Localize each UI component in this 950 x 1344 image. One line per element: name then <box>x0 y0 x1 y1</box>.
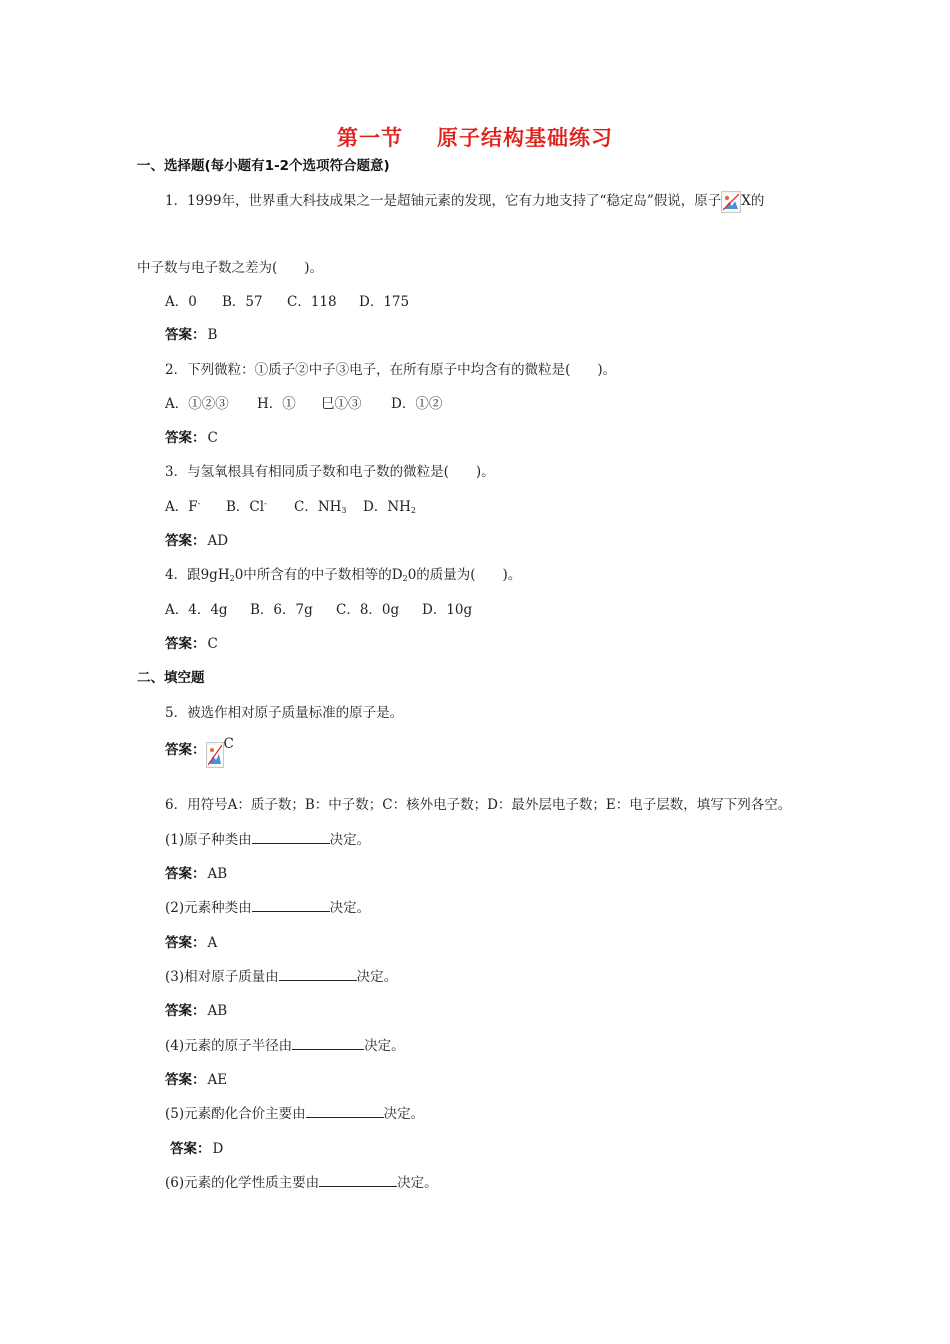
answer-blank[interactable] <box>279 968 357 981</box>
question-4: 4．跟$9gH_20$中所含有的中子数相等的$D_20$的质量为( )。 <box>165 567 522 583</box>
question-5: 5．被选作相对原子质量标准的原子是。 <box>165 705 404 721</box>
answer-1 <box>165 323 217 343</box>
answer-blank[interactable] <box>252 831 330 844</box>
question-6-part-1: (1)原子种类由 决定。 <box>165 832 371 848</box>
answer-label: 答案： <box>165 866 206 882</box>
option-b: B．6．7g <box>250 602 313 618</box>
answer-blank[interactable] <box>252 899 330 912</box>
question-3-options <box>165 495 416 515</box>
title-section: 第一节 <box>337 125 403 150</box>
question-1-options <box>165 290 409 310</box>
question-1-text: 1．1999年，世界重大科技成果之一是超铀元素的发现，它有力地支持了“稳定岛”假说，原子 <box>165 193 722 209</box>
answer-label: 答案： <box>165 327 206 343</box>
answer-6-2 <box>165 931 217 951</box>
option-a: A．0 <box>165 294 197 310</box>
option-c: C．118 <box>287 294 337 310</box>
section-heading-choice: 一、选择题(每小题有1-2个选项符合题意) <box>137 158 390 174</box>
answer-6-3 <box>165 999 227 1019</box>
answer-value: B <box>207 327 218 343</box>
option-d: D．$NH_2$ <box>363 499 417 515</box>
question-1-text-end: X的 <box>741 193 765 209</box>
answer-value: A <box>207 935 218 951</box>
answer-value: C <box>207 636 218 652</box>
answer-label: 答案： <box>165 742 206 758</box>
answer-label: 答案： <box>170 1141 211 1157</box>
answer-6-4 <box>165 1068 227 1088</box>
question-6-part-4: (4)元素的原子半径由 决定。 <box>165 1038 405 1054</box>
question-6: 6．用符号A：质子数；B：中子数；C：核外电子数；D：最外层电子数；E：电子层数，填写下列各空。 <box>165 797 792 813</box>
question-6-part-5: (5)元素酌化合价主要由 决定。 <box>165 1106 425 1122</box>
option-b: B．57 <box>222 294 263 310</box>
answer-value: AB <box>207 866 228 882</box>
answer-value: AE <box>207 1072 228 1088</box>
option-c: C．8．0g <box>336 602 400 618</box>
answer-4 <box>165 632 218 652</box>
option-c: 巳①③ <box>321 396 362 412</box>
answer-label: 答案： <box>165 1003 206 1019</box>
question-1-cont: 中子数与电子数之差为( )。 <box>137 260 324 276</box>
question-6-part-3: (3)相对原子质量由 决定。 <box>165 969 398 985</box>
answer-3 <box>165 529 228 549</box>
option-b: B．Cl- <box>226 499 267 515</box>
answer-value: AD <box>207 533 229 549</box>
question-2-options <box>165 392 442 412</box>
option-a: A．4．4g <box>165 602 228 618</box>
answer-blank[interactable] <box>292 1037 364 1050</box>
broken-image-icon <box>206 742 224 768</box>
answer-value: AB <box>207 1003 228 1019</box>
answer-2 <box>165 426 218 446</box>
question-1 <box>165 189 764 213</box>
title-topic: 原子结构基础练习 <box>437 125 613 150</box>
answer-label: 答案： <box>165 935 206 951</box>
answer-6-5 <box>170 1137 223 1157</box>
question-2: 2．下列微粒：①质子②中子③电子，在所有原子中均含有的微粒是( )。 <box>165 362 617 378</box>
section-heading-fill: 二、填空题 <box>137 670 205 686</box>
answer-label: 答案： <box>165 430 206 446</box>
option-b: H．① <box>257 396 296 412</box>
option-a: A．①②③ <box>165 396 229 412</box>
option-a: A．F- <box>165 499 201 515</box>
page-title <box>0 122 950 152</box>
question-6-part-2: (2)元素种类由 决定。 <box>165 900 371 916</box>
broken-image-icon <box>721 191 741 213</box>
question-3: 3．与氢氧根具有相同质子数和电子数的微粒是( )。 <box>165 464 495 480</box>
answer-value: D <box>212 1141 224 1157</box>
answer-value: C <box>223 736 234 752</box>
answer-label: 答案： <box>165 1072 206 1088</box>
answer-5 <box>165 736 234 768</box>
option-d: D．175 <box>359 294 410 310</box>
option-c: C．$NH_3$ <box>294 499 347 515</box>
question-4-options <box>165 598 472 618</box>
answer-6-1 <box>165 862 227 882</box>
option-d: D．10g <box>422 602 473 618</box>
answer-blank[interactable] <box>306 1105 384 1118</box>
answer-value: C <box>207 430 218 446</box>
answer-label: 答案： <box>165 533 206 549</box>
answer-blank[interactable] <box>319 1174 397 1187</box>
answer-label: 答案： <box>165 636 206 652</box>
option-d: D．①② <box>391 396 443 412</box>
question-6-part-6: (6)元素的化学性质主要由 决定。 <box>165 1175 438 1191</box>
